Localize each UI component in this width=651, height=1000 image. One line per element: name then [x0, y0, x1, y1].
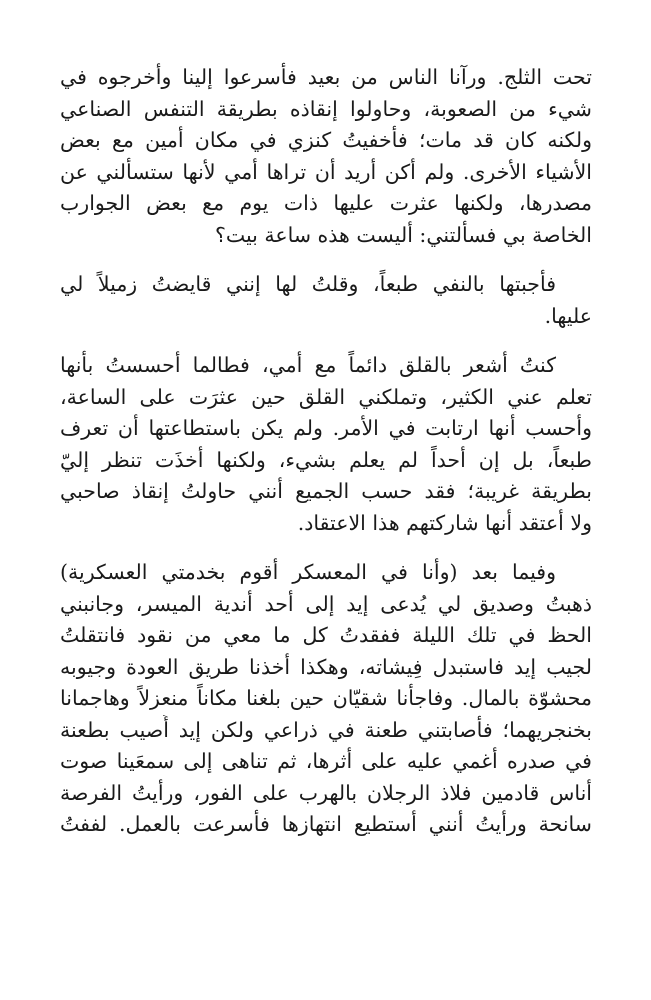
- text-line: ولا أعتقد أنها شاركتهم هذا الاعتقاد.: [297, 510, 592, 535]
- text-line: مصدرها، ولكنها عثرت عليها ذات يوم مع بعض الجوارب: [60, 191, 592, 215]
- text-line: وأحسب أنها ارتابت في الأمر. ولم يكن باستطاعتها أن تعرف: [60, 416, 592, 440]
- paragraph-3: [60, 350, 592, 539]
- text-line: تحت الثلج. ورآنا الناس من بعيد فأسرعوا إلينا وأخرجوه في: [60, 65, 592, 89]
- text-line: بطريقة غريبة؛ فقد حسب الجميع أنني حاولتُ إنقاذ صاحبي: [60, 479, 592, 503]
- text-line: تعلم عني الكثير، وتملكني القلق حين عثرَت على الساعة،: [60, 384, 592, 409]
- text-line: ولكنه كان قد مات؛ فأخفيتُ كنزي في مكان أمين مع بعض: [60, 128, 592, 152]
- book-page: [60, 62, 592, 859]
- text-line: لجيب إيد فاستبدل فِيشاته، وهكذا أخذنا طريق العودة وجيوبه: [60, 654, 592, 679]
- text-line: شيء من الصعوبة، وحاولوا إنقاذه بطريقة التنفس الصناعي: [60, 96, 592, 121]
- text-line: الأشياء الأخرى. ولم أكن أريد أن تراها أمي لأنها ستسألني عن: [60, 159, 592, 184]
- text-line: الخاصة بي فسألتني: أليست هذه ساعة بيت؟: [214, 222, 592, 247]
- paragraph-4: [60, 557, 592, 841]
- paragraph-2: [60, 269, 592, 332]
- text-line: سانحة ورأيتُ أنني أستطيع انتهازها فأسرعت بالعمل. لففتُ: [60, 812, 592, 836]
- text-line: وفيما بعد (وأنا في المعسكر أقوم بخدمتي العسكرية): [60, 560, 556, 584]
- text-line: طبعاً، بل إن أحداً لم يعلم بشيء، ولكنها أخذَت تنظر إليّ: [60, 447, 592, 472]
- text-line: ذهبتُ وصديق لي يُدعى إيد إلى أحد أندية الميسر، وجانبني: [60, 591, 592, 616]
- text-line: فأجبتها بالنفي طبعاً، وقلتُ لها إنني قايضتُ زميلاً لي: [60, 272, 556, 296]
- text-line: بخنجريهما؛ فأصابتني طعنة في ذراعي ولكن إيد أُصيب بطعنة: [60, 717, 592, 742]
- text-line: عليها.: [544, 303, 592, 328]
- paragraph-1: [60, 62, 592, 251]
- text-line: كنتُ أشعر بالقلق دائماً مع أمي، فطالما أحسستُ بأنها: [60, 353, 556, 377]
- text-line: أناس قادمين فلاذ الرجلان بالهرب على الفور، ورأيتُ الفرصة: [60, 780, 592, 805]
- text-line: الحظ في تلك الليلة ففقدتُ كل ما معي من نقود فانتقلتُ: [60, 623, 592, 647]
- text-line: في صدره أغمي عليه على أثرها، ثم تناهى إلى سمعَينا صوت: [60, 749, 592, 773]
- text-line: محشوّة بالمال. وفاجأنا شقيّان حين بلغنا مكاناً منعزلاً وهاجمانا: [60, 686, 592, 710]
